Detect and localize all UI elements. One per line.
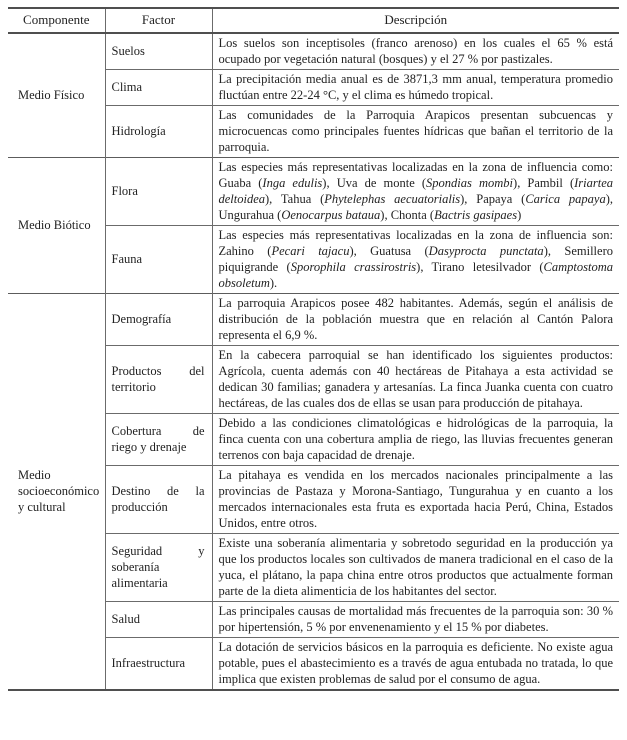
factor-cell-demografia: Demografía xyxy=(105,294,212,346)
header-row xyxy=(8,8,619,33)
factor-cell-cobertura: Cobertura de riego y drenaje xyxy=(105,414,212,466)
description-cell-hidrologia: Las comunidades de la Parroquia Arapicos presentan subcuencas y microcuencas como principales fuentes hídricas que bañan el territorio de la parroquia. xyxy=(212,106,619,158)
factor-cell-seguridad: Seguridad y soberanía alimentaria xyxy=(105,534,212,602)
factor-cell-salud: Salud xyxy=(105,602,212,638)
factor-cell-clima: Clima xyxy=(105,70,212,106)
description-cell-clima: La precipitación media anual es de 3871,3 mm anual, temperatura promedio fluctúan entre 22-24 °C, y el clima es húmedo tropical. xyxy=(212,70,619,106)
description-cell-seguridad: Existe una soberanía alimentaria y sobretodo seguridad en la producción ya que los productos locales son cultivados de manera tradicional en el caso de la yuca, el plátano, la papa china entre otros productos que actualmente forman parte de la dieta alimenticia de los habitantes del sector. xyxy=(212,534,619,602)
description-cell-cobertura: Debido a las condiciones climatológicas e hidrológicas de la parroquia, la finca cuenta con una cobertura amplia de riego, las lluvias frecuentes generan terrenos con baja capacidad de drenaje. xyxy=(212,414,619,466)
description-cell-salud: Las principales causas de mortalidad más frecuentes de la parroquia son: 30 % por hipertensión, 5 % por envenenamiento y el 15 % por diabetes. xyxy=(212,602,619,638)
table-row-demografia xyxy=(8,294,619,346)
factor-cell-fauna: Fauna xyxy=(105,226,212,294)
factor-cell-flora: Flora xyxy=(105,158,212,226)
component-cell-medio-socioeconomico: Medio socioeconómico y cultural xyxy=(8,294,105,691)
factor-cell-suelos: Suelos xyxy=(105,33,212,70)
factor-cell-infraestructura: Infraestructura xyxy=(105,638,212,691)
description-cell-suelos: Los suelos son inceptisoles (franco arenoso) en los cuales el 65 % está ocupado por vegetación natural (bosques) y el 27 % por pastizales. xyxy=(218,36,613,66)
component-cell-medio-biotico: Medio Biótico xyxy=(8,158,105,294)
environmental-components-table xyxy=(8,7,619,691)
factor-cell-hidrologia: Hidrología xyxy=(105,106,212,158)
description-cell-productos: En la cabecera parroquial se han identificado los siguientes productos: Agrícola, cuenta además con 40 hectáreas de Pitahaya a esta actividad se dedican 30 familias; ganadera y artesanías. La finca Juanka cuenta con cuatro hectáreas, de las cuales dos de ellas se usan para producción de pitahaya. xyxy=(212,346,619,414)
description-cell-demografia: La parroquia Arapicos posee 482 habitantes. Además, según el análisis de distribución de la población muestra que en relación al Cantón Palora representa el 6,9 %. xyxy=(212,294,619,346)
description-cell-infraestructura: La dotación de servicios básicos en la parroquia es deficiente. No existe agua potable, pues el abastecimiento es a través de agua entubada no tratada, lo que implica que existen problemas de salud por el consumo de agua. xyxy=(212,638,619,691)
factor-cell-productos: Productos del territorio xyxy=(105,346,212,414)
component-cell-medio-fisico: Medio Físico xyxy=(8,33,105,158)
description-cell-destino: La pitahaya es vendida en los mercados nacionales principalmente a las provincias de Pastaza y Morona-Santiago, Tungurahua y en cuanto a los mercados internacionales esta fruta es exportada hacia Perú, China, Estados Unidos, entre otros. xyxy=(212,466,619,534)
description-cell-flora: Las especies más representativas localizadas en la zona de influencia como: Guaba (Inga edulis), Uva de monte (Spondias mombi), Pambil (Iriartea deltoidea), Tahua (Phytelephas aecuatorialis), Papaya (Carica papaya), Ungurahua (Oenocarpus bataua), Chonta (Bactris gasipaes) xyxy=(212,158,619,226)
column-header-descripcion: Descripción xyxy=(212,8,619,33)
column-header-componente: Componente xyxy=(8,8,105,33)
table-row-flora xyxy=(8,158,619,226)
description-cell-fauna: Las especies más representativas localizadas en la zona de influencia son: Zahino (Pecari tajacu), Guatusa (Dasyprocta punctata), Semillero piquigrande (Sporophila crassirostris), Tirano letesilvador (Camptostoma obsoletum). xyxy=(212,226,619,294)
factor-cell-destino: Destino de la producción xyxy=(105,466,212,534)
column-header-factor: Factor xyxy=(105,8,212,33)
table-row-suelos xyxy=(8,33,619,70)
